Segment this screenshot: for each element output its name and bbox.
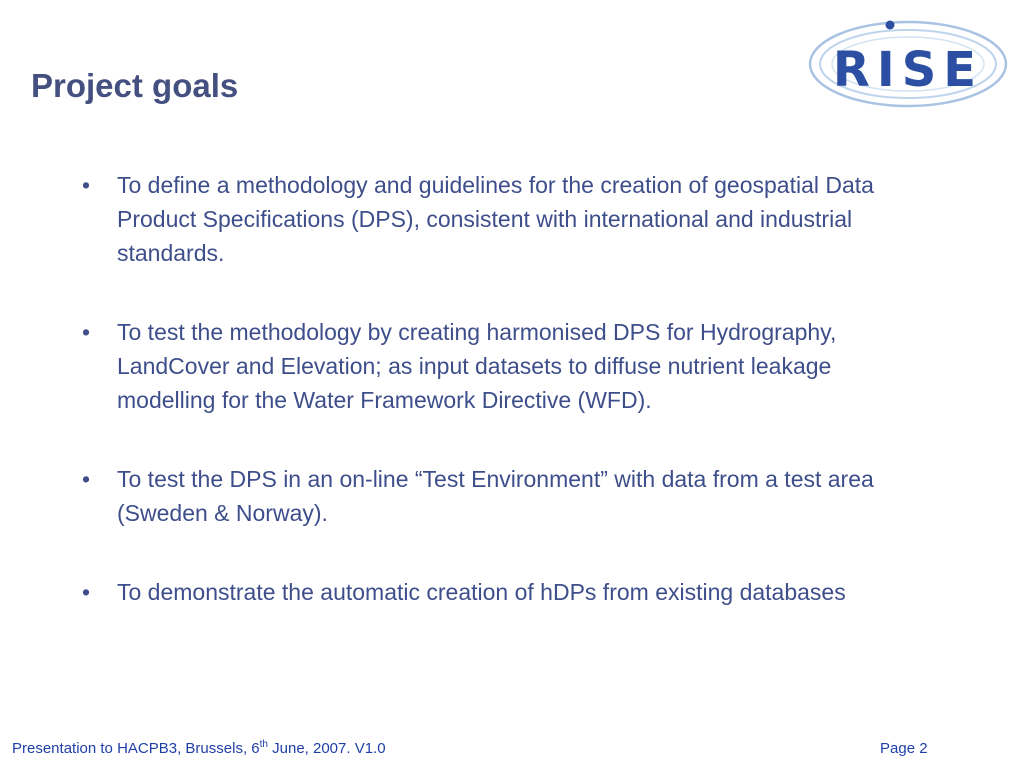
footer-superscript: th bbox=[259, 739, 268, 750]
bullet-text: To define a methodology and guidelines for the creation of geospatial Data Product Specifications (DPS), consistent with international and industrial standards. bbox=[117, 172, 874, 266]
bullet-item bbox=[78, 168, 928, 270]
bullet-item bbox=[78, 315, 928, 417]
bullet-list bbox=[78, 168, 928, 654]
bullet-text: To test the DPS in an on-line “Test Environment” with data from a test area (Sweden & Norway). bbox=[117, 466, 874, 526]
bullet-text: To test the methodology by creating harmonised DPS for Hydrography, LandCover and Elevation; as input datasets to diffuse nutrient leakage modelling for the Water Framework Directive (WFD). bbox=[117, 319, 837, 413]
footer-text bbox=[12, 740, 386, 757]
rise-logo-icon bbox=[806, 14, 1010, 110]
bullet-item bbox=[78, 462, 928, 530]
footer-text-before: Presentation to HACPB3, Brussels, 6 bbox=[12, 740, 260, 757]
page-number: Page 2 bbox=[880, 740, 928, 757]
logo-text: RISE bbox=[832, 42, 984, 98]
bullet-mark: • bbox=[82, 466, 91, 492]
footer-text-after: June, 2007. V1.0 bbox=[267, 740, 386, 757]
bullet-mark: • bbox=[82, 319, 91, 345]
bullet-item bbox=[78, 575, 928, 609]
bullet-mark: • bbox=[82, 579, 91, 605]
slide-title: Project goals bbox=[31, 67, 239, 104]
bullet-text: To demonstrate the automatic creation of hDPs from existing databases bbox=[117, 579, 846, 605]
bullet-mark: • bbox=[82, 172, 91, 198]
